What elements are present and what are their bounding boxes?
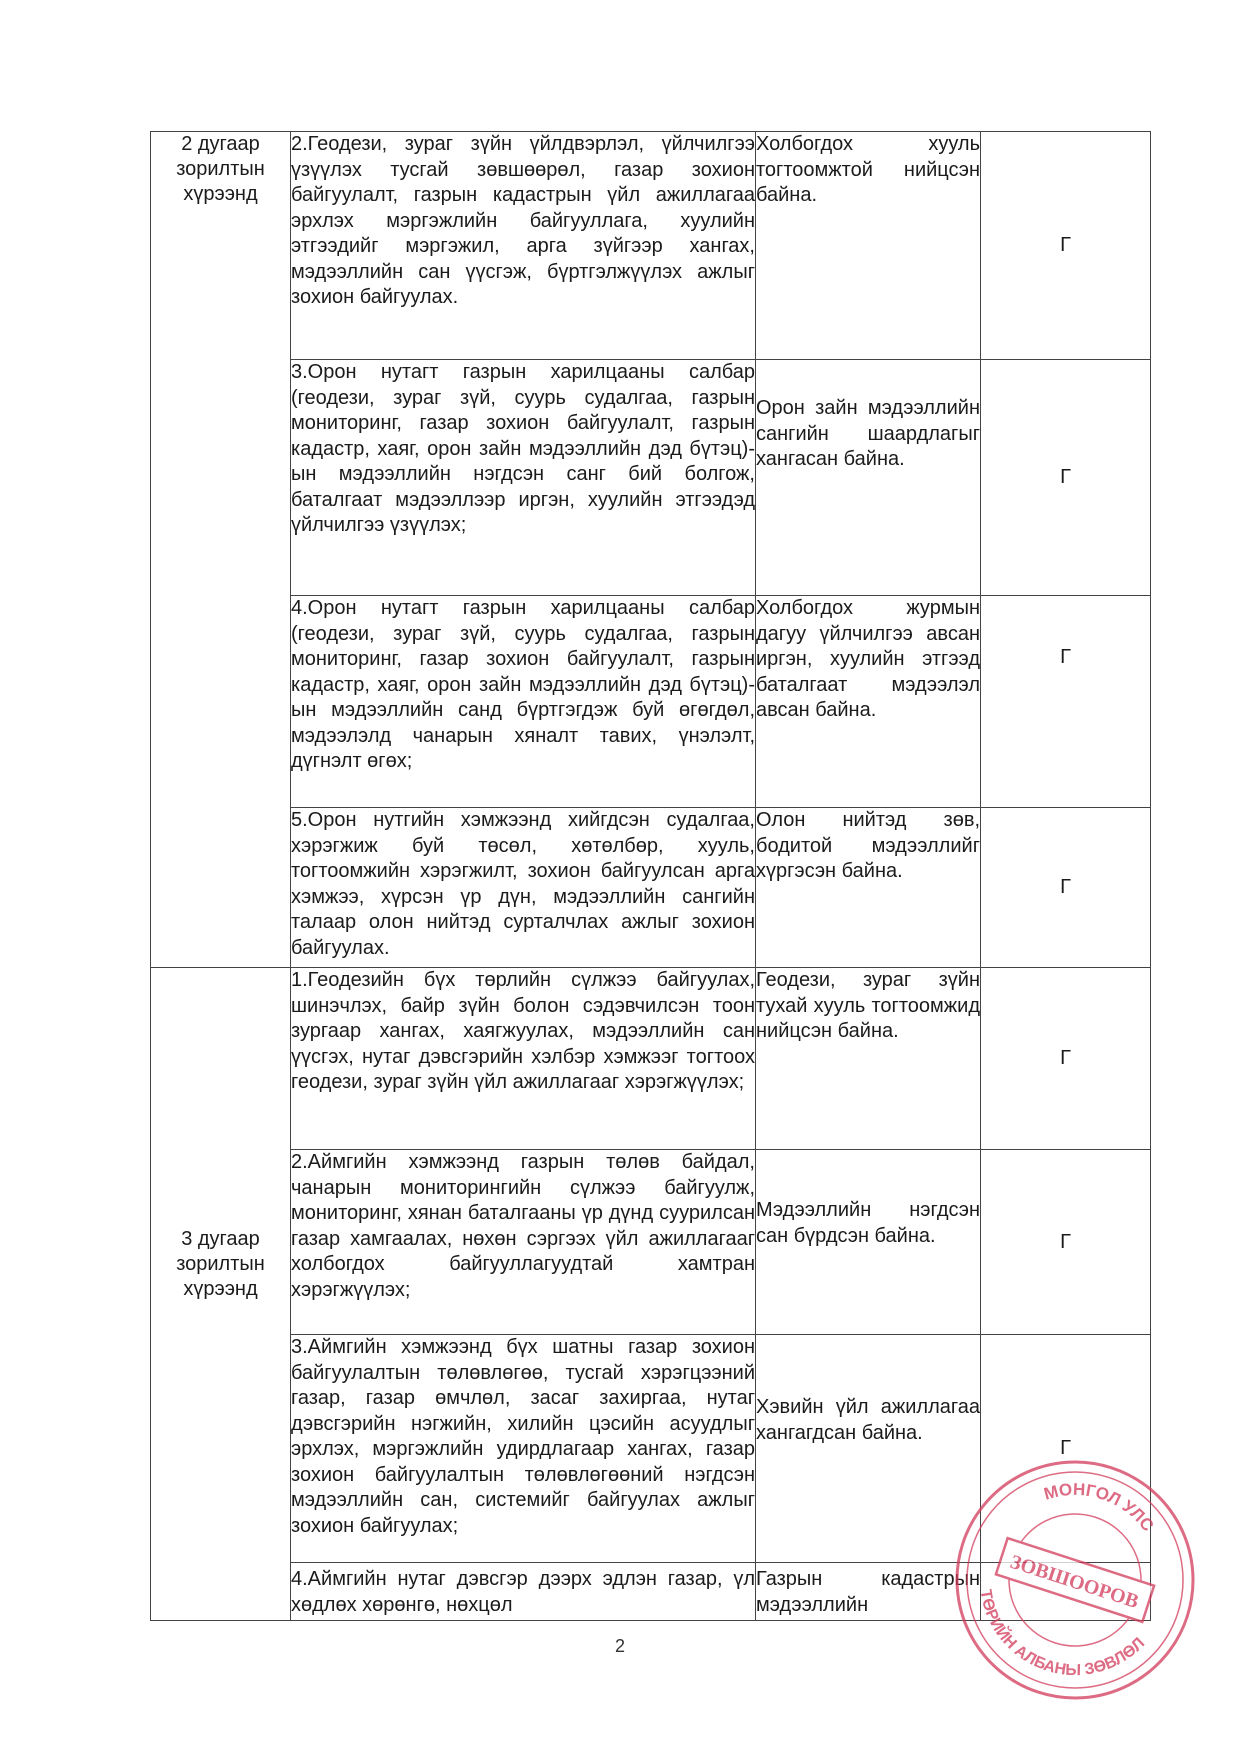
result-cell: Хэвийн үйл ажиллагаа хангагдсан байна. [756,1335,981,1563]
result-cell: Геодези, зураг зүйн тухай хууль тогтоомжид нийцсэн байна. [756,968,981,1150]
grade-cell: Г [981,1150,1151,1335]
result-cell: Орон зайн мэдээллийн сангийн шаардлагыг хангасан байна. [756,360,981,596]
grade-cell: Г [981,132,1151,360]
table-row [151,1150,1151,1335]
grade-cell: Г [981,1335,1151,1563]
grade-cell: Г [981,968,1151,1150]
grade-cell: Г [981,360,1151,596]
grade-cell: Г [981,808,1151,968]
task-cell: 2.Геодези, зураг зүйн үйлдвэрлэл, үйлчилгээ үзүүлэх тусгай зөвшөөрөл, газар зохион байгуулалт, газрын кадастрын үйл ажиллагаа эрхлэх мэргэжлийн байгууллага, хуулийн этгээдийг мэргэжил, арга зүйгээр хангах, мэдээллийн сан үүсгэж, бүртгэлжүүлэх ажлыг зохион байгуулах. [291,132,756,360]
result-cell: Газрын кадастрын мэдээллийн [756,1563,981,1621]
table-row [151,808,1151,968]
result-cell: Холбогдох хууль тогтоомжтой нийцсэн байна. [756,132,981,360]
result-cell: Холбогдох журмын дагуу үйлчилгээ авсан иргэн, хуулийн этгээд баталгаат мэдээлэл авсан байна. [756,596,981,808]
page-number: 2 [614,1636,625,1656]
task-cell: 4.Аймгийн нутаг дэвсгэр дээрх эдлэн газар, үл хөдлөх хөрөнгө, нөхцөл [291,1563,756,1621]
result-cell: Мэдээллийн нэгдсэн сан бүрдсэн байна. [756,1150,981,1335]
table-row [151,360,1151,596]
task-cell: 2.Аймгийн хэмжээнд газрын төлөв байдал, чанарын мониторингийн сүлжээ байгуулж, мониторинг, хянан баталгааны үр дүнд суурилсан газар хамгаалах, нөхөн сэргээх үйл ажиллагааг холбогдох байгууллагуудтай хамтран хэрэгжүүлэх; [291,1150,756,1335]
task-cell: 3.Орон нутагт газрын харилцааны салбар (геодези, зураг зүй, суурь судалгаа, газрын мониторинг, газар зохион байгуулалт, газрын кадастр, хаяг, орон зайн мэдээллийн дэд бүтэц)-ын мэдээллийн нэгдсэн санг бий болгож, баталгаат мэдээллээр иргэн, хуулийн этгээдэд үйлчилгээ үзүүлэх; [291,360,756,596]
stamp-top-text: МОНГОЛ УЛС [1041,1479,1158,1535]
table-row [151,596,1151,808]
evaluation-table [150,131,1151,1621]
table-row [151,132,1151,360]
task-cell: 5.Орон нутгийн хэмжээнд хийгдсэн судалгаа, хэрэгжиж буй төсөл, хөтөлбөр, хууль, тогтоомжийн хэрэгжилт, зохион байгуулсан арга хэмжээ, хүрсэн үр дүн, мэдээллийн сангийн талаар олон нийтэд сурталчлах ажлыг зохион байгуулах. [291,808,756,968]
official-seal-stamp [950,1455,1200,1705]
task-cell: 4.Орон нутагт газрын харилцааны салбар (геодези, зураг зүй, суурь судалгаа, газрын мониторинг, газар зохион байгуулалт, газрын кадастр, хаяг, орон зайн мэдээллийн дэд бүтэц)-ын мэдээллийн санд бүртгэгдэж буй өгөгдөл, мэдээлэлд чанарын хяналт тавих, үнэлэлт, дүгнэлт өгөх; [291,596,756,808]
grade-cell: Г [981,596,1151,808]
goal-cell: 2 дугаар зорилтын хүрээнд [151,132,291,968]
svg-text:МОНГОЛ УЛС [1037,1466,1164,1538]
result-cell: Олон нийтэд зөв, бодитой мэдээллийг хүргэсэн байна. [756,808,981,968]
goal-cell: 3 дугаар зорилтын хүрээнд [151,968,291,1621]
task-cell: 1.Геодезийн бүх төрлийн сүлжээ байгуулах, шинэчлэх, байр зүйн болон сэдэвчилсэн тоон зургаар хангах, хаягжуулах, мэдээллийн сан үүсгэх, нутаг дэвсгэрийн хэлбэр хэмжээг тогтоох геодези, зураг зүйн үйл ажиллагааг хэрэгжүүлэх; [291,968,756,1150]
stamp-bottom-text: ТӨРИЙН АЛБАНЫ ЗӨВЛӨЛ [976,1588,1149,1680]
stamp-center-text: ЗОВШООРОВ [1007,1550,1142,1613]
table-row [151,968,1151,1150]
task-cell: 3.Аймгийн хэмжээнд бүх шатны газар зохион байгуулалтын төлөвлөгөө, тусгай хэрэгцээний газар, газар өмчлөл, засаг захиргаа, нутаг дэвсгэрийн нэгжийн, хилийн цэсийн асуудлыг эрхлэх, мэргэжлийн удирдлагаар хангах, газар зохион байгуулалтын төлөвлөгөөний нэгдсэн мэдээллийн сан, системийг байгуулах ажлыг зохион байгуулах; [291,1335,756,1563]
